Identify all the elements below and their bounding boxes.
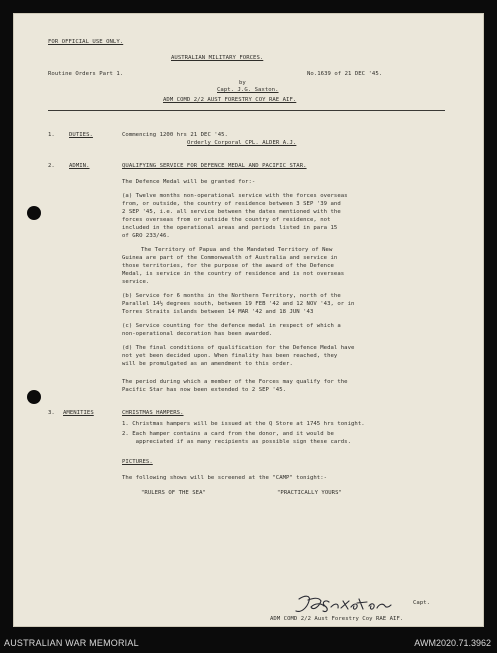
para-b-line: Parallel 14½ degrees south, between 19 FEB '42 and 12 NOV '43, or in [122,301,355,307]
handwritten-signature [291,589,411,619]
section-3-heading: CHRISTMAS HAMPERS. [122,410,184,416]
section-2-intro: The Defence Medal will be granted for:- [122,179,256,185]
orders-number: No.1639 of 21 DEC '45. [307,71,383,77]
footer-reference: AWM2020.71.3962 [414,638,491,648]
hamper-item: appreciated if as many recipients as possible sign these cards. [122,439,351,445]
pacific-star-line: Pacific Star has now been extended to 2 SEP '45. [122,387,287,393]
para-papua-line: The Territory of Papua and the Mandated Territory of New [141,247,333,253]
section-1-line: Commencing 1200 hrs 21 DEC '45. [122,132,228,138]
para-d-line: will be promulgated as an amendment to this order. [122,361,293,367]
section-1-number: 1. [48,132,55,138]
para-b-line: (b) Service for 6 months in the Northern Territory, north of the [122,293,341,299]
pacific-star-line: The period during which a member of the Forces may qualify for the [122,379,348,385]
para-a-line: included in the operational areas and periods listed in para 15 [122,225,338,231]
restriction-line: FOR OFFICIAL USE ONLY. [48,39,124,45]
para-d-line: (d) The final conditions of qualification for the Defence Medal have [122,345,355,351]
section-2-heading: QUALIFYING SERVICE FOR DEFENCE MEDAL AND PACIFIC STAR. [122,163,307,169]
footer-institution: AUSTRALIAN WAR MEMORIAL [4,638,139,648]
pictures-intro: The following shows will be screened at the "CAMP" tonight:- [122,475,328,481]
signature-unit: ADM COMD 2/2 Aust Forestry Coy RAE AIF. [270,616,404,622]
force-title: AUSTRALIAN MILITARY FORCES. [171,55,264,61]
section-3-number: 3. [48,410,55,416]
para-c-line: (c) Service counting for the defence medal in respect of which a [122,323,341,329]
para-a-line: forces overseas from or outside the country of residence, not [122,217,331,223]
orders-label: Routine Orders Part 1. [48,71,124,77]
section-3-title: AMENITIES [63,410,94,416]
show-title: "PRACTICALLY YOURS" [277,490,342,496]
para-a-line: from, or outside, the country of residence between 3 SEP '39 and [122,201,341,207]
signature-rank: Capt. [413,600,431,606]
unit-name: ADM COMD 2/2 AUST FORESTRY COY RAE AIF. [163,97,297,103]
para-a-line: (a) Twelve months non-operational service with the forces overseas [122,193,348,199]
pictures-heading: PICTURES. [122,459,153,465]
para-a-line: of GRO 233/46. [122,233,170,239]
show-title: "RULERS OF THE SEA" [141,490,206,496]
para-d-line: not yet been decided upon. When finality has been reached, they [122,353,338,359]
hamper-item: 1. Christmas hampers will be issued at the Q Store at 1745 hrs tonight. [122,421,365,427]
para-papua-line: Medal, is service in the country of residence and is not overseas [122,271,345,277]
para-papua-line: Guinea are part of the Commonwealth of Australia and service in [122,255,338,261]
document-page [13,13,484,627]
section-2-title: ADMIN. [69,163,90,169]
para-b-line: Torres Straits islands between 14 MAR '42 and 18 JUN '43 [122,309,314,315]
para-papua-line: service. [122,279,150,285]
para-a-line: 2 SEP '45, i.e. all service between the dates mentioned with the [122,209,341,215]
officer-name: Capt. J.G. Saxton. [217,87,279,93]
hamper-item: 2. Each hamper contains a card from the donor, and it would be [122,431,334,437]
para-papua-line: those territories, for the purpose of the award of the Defence [122,263,334,269]
section-1-line: Orderly Corporal CPL. ALDER A.J. [187,140,297,146]
para-c-line: non-operational decoration has been awarded. [122,331,273,337]
document-body [13,13,484,627]
header-rule [48,110,445,111]
by-line: by [239,80,246,86]
section-1-title: DUTIES. [69,132,93,138]
section-2-number: 2. [48,163,55,169]
